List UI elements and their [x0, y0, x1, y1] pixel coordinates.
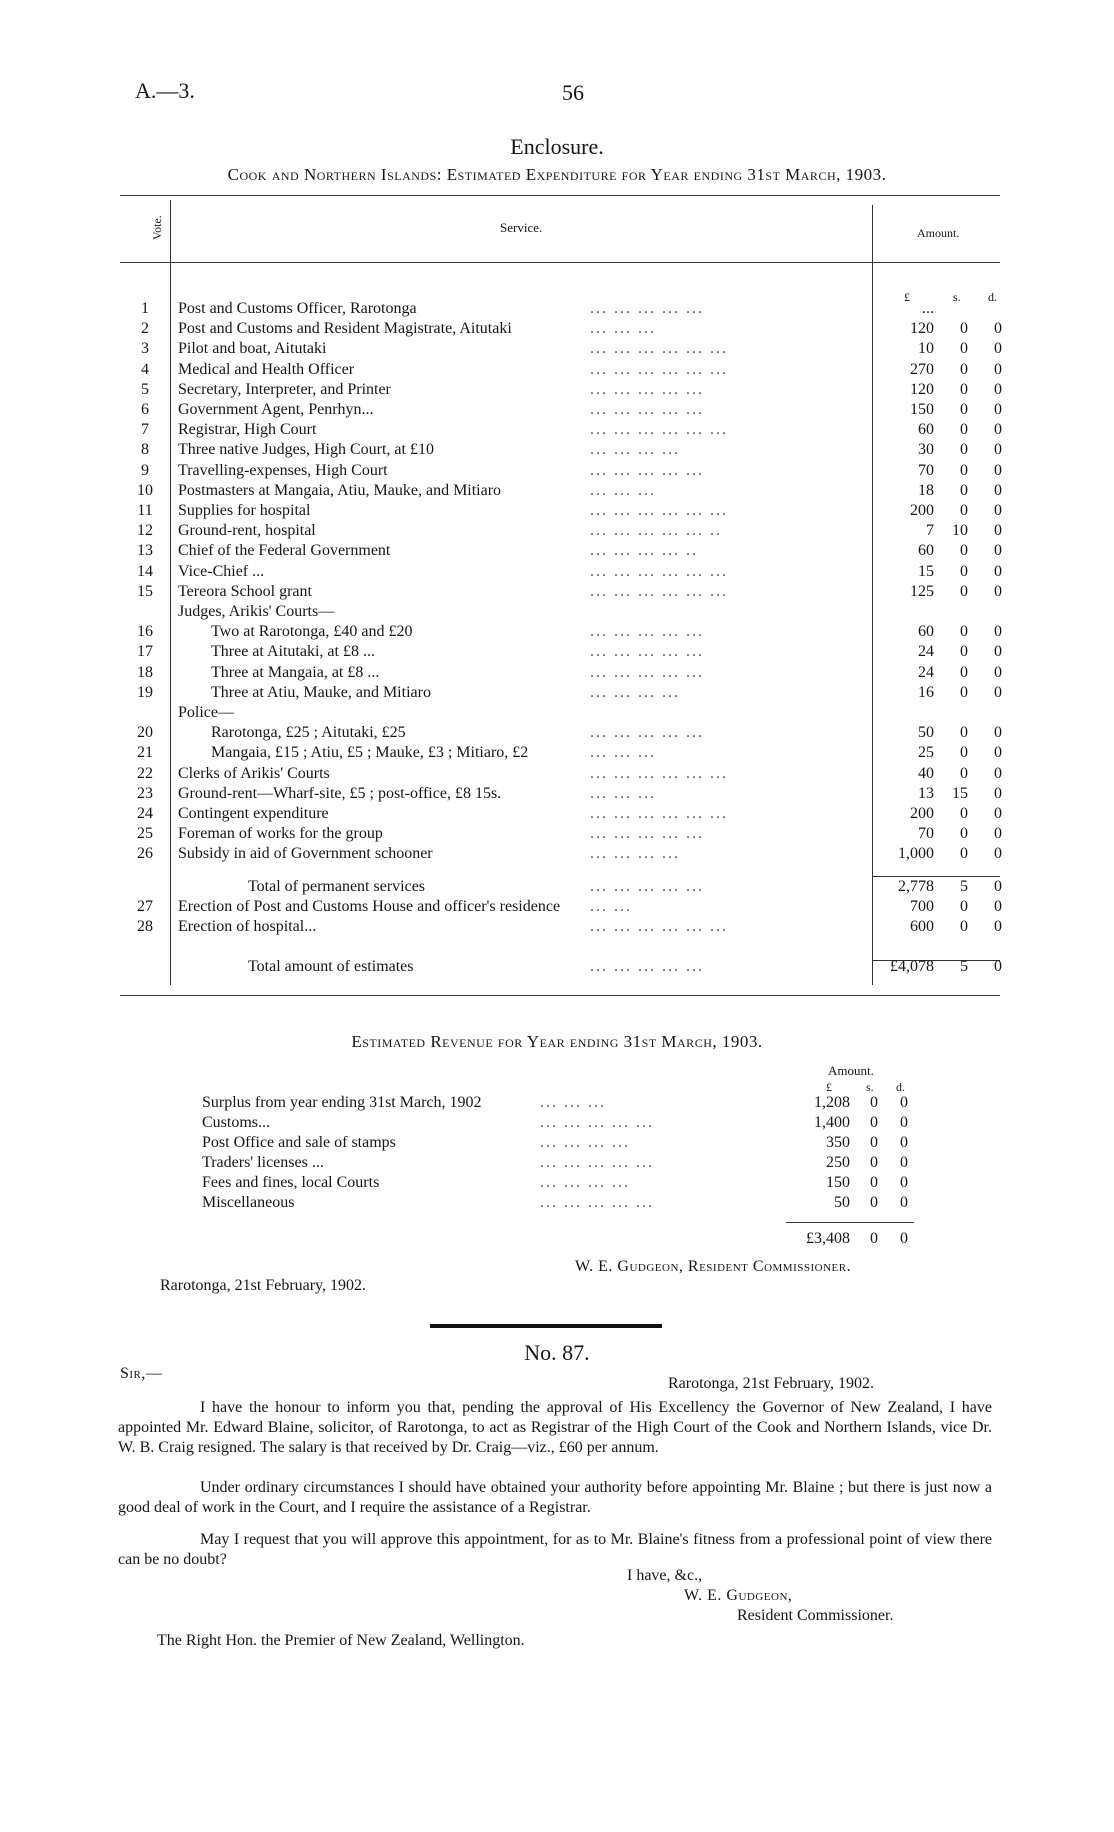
vote-number: 3 — [141, 340, 149, 358]
amount-pounds: 700 — [910, 897, 934, 915]
amount-pounds: 40 — [918, 764, 934, 782]
amount-pence: 0 — [994, 805, 1002, 822]
service-label: Clerks of Arikis' Courts — [178, 764, 330, 782]
revenue-shillings-header: s. — [866, 1080, 874, 1094]
service-label: Postmasters at Mangaia, Atiu, Mauke, and Mitiaro — [178, 481, 502, 499]
leader-dots: ... ... ... ... ... — [590, 958, 704, 976]
service-label: Tereora School grant — [178, 582, 312, 600]
amount-pence: 0 — [994, 918, 1002, 935]
leader-dots: ... ... ... ... — [540, 1134, 630, 1151]
table-top-rule — [120, 195, 1000, 196]
service-label: Judges, Arikis' Courts— — [178, 603, 335, 620]
leader-dots: ... ... ... ... — [590, 845, 680, 863]
service-label: Two at Rarotonga, £40 and £20 — [211, 623, 413, 641]
amount-pounds: 120 — [910, 320, 934, 338]
revenue-total-pence: 0 — [900, 1230, 908, 1247]
leader-dots: ... ... ... ... ... — [590, 663, 704, 681]
table-row — [0, 542, 1114, 562]
table-header-rule — [120, 262, 1000, 263]
revenue-label: Customs... — [202, 1114, 271, 1131]
amount-pounds: 120 — [910, 380, 934, 398]
leader-dots: ... ... ... ... ... ... — [590, 340, 728, 358]
revenue-row — [0, 1194, 1114, 1214]
leader-dots: ... ... ... ... ... ... — [590, 562, 728, 580]
service-label: Post and Customs Officer, Rarotonga — [178, 300, 417, 317]
vote-number: 19 — [137, 683, 153, 701]
amount-pence: 0 — [994, 724, 1002, 742]
service-label: Police— — [178, 704, 234, 721]
amount-pounds: 50 — [834, 1194, 850, 1211]
revenue-total-rule — [786, 1222, 914, 1223]
amount-shillings: 0 — [870, 1134, 878, 1151]
vote-number: 15 — [137, 582, 153, 600]
amount-pounds: 10 — [918, 340, 934, 358]
service-label: Foreman of works for the group — [178, 825, 383, 843]
enclosure-place-date: Rarotonga, 21st February, 1902. — [160, 1277, 367, 1294]
amount-shillings: 0 — [960, 340, 968, 358]
revenue-total-shillings: 0 — [870, 1230, 878, 1247]
amount-pence: 0 — [900, 1194, 908, 1211]
revenue-label: Miscellaneous — [202, 1194, 295, 1211]
amount-pounds: 70 — [918, 461, 934, 479]
table-row — [0, 563, 1114, 583]
revenue-row — [0, 1174, 1114, 1194]
leader-dots: ... ... ... ... — [540, 1174, 630, 1191]
amount-shillings: 0 — [960, 918, 968, 935]
service-label: Mangaia, £15 ; Atiu, £5 ; Mauke, £3 ; Mitiaro, £2 — [211, 744, 529, 762]
vote-number: 28 — [137, 918, 153, 935]
vote-number: 14 — [137, 562, 153, 580]
amount-pence: 0 — [994, 421, 1002, 439]
table-row — [0, 441, 1114, 461]
table-row — [0, 300, 1114, 320]
service-label: Chief of the Federal Government — [178, 542, 391, 560]
amount-pence: 0 — [900, 1134, 908, 1151]
vote-number: 26 — [137, 845, 153, 863]
table-row — [0, 643, 1114, 663]
amount-pence: 0 — [994, 502, 1002, 519]
amount-pounds: 15 — [918, 562, 934, 580]
letter-paragraph-1: I have the honour to inform you that, pending the approval of His Excellency the Governor of New Zealand, I have appointed Mr. Edward Blaine, solicitor, of Rarotonga, to act as Registrar of the High Court of the Cook and Northern Islands, vice Dr. W. B. Craig resigned. The salary is that received by Dr. Craig—viz., £60 per annum. — [118, 1399, 992, 1456]
leader-dots: ... ... ... ... ... — [540, 1114, 654, 1131]
amount-shillings: 0 — [960, 744, 968, 762]
table-row — [0, 898, 1114, 918]
amount-shillings: 0 — [960, 320, 968, 338]
service-label: Total amount of estimates — [248, 958, 414, 976]
amount-pence: 0 — [994, 877, 1002, 895]
revenue-row — [0, 1114, 1114, 1134]
section-divider — [430, 1324, 662, 1328]
table-row — [0, 340, 1114, 360]
amount-pence: 0 — [994, 958, 1002, 976]
amount-pounds: 200 — [910, 805, 934, 822]
amount-pounds: 60 — [918, 623, 934, 641]
letter-addressee: The Right Hon. the Premier of New Zealand, Wellington. — [157, 1632, 525, 1649]
amount-pounds: 350 — [826, 1134, 850, 1151]
service-label: Government Agent, Penrhyn... — [178, 401, 374, 418]
amount-shillings: 0 — [960, 663, 968, 681]
amount-pence: 0 — [994, 360, 1002, 378]
revenue-pence-header: d. — [896, 1080, 905, 1094]
revenue-total-pounds: £3,408 — [806, 1230, 850, 1247]
amount-shillings: 5 — [960, 877, 968, 895]
service-label: Three at Aitutaki, at £8 ... — [211, 643, 375, 661]
shillings-header: s. — [953, 290, 961, 304]
table-row — [0, 765, 1114, 785]
amount-pounds: 24 — [918, 663, 934, 681]
table-row — [0, 805, 1114, 825]
amount-pounds: 7 — [926, 522, 934, 540]
letter-dateline: Rarotonga, 21st February, 1902. — [668, 1375, 875, 1392]
service-label: Erection of Post and Customs House and officer's residence — [178, 897, 561, 915]
page-title: Enclosure. — [510, 134, 604, 159]
service-label: Secretary, Interpreter, and Printer — [178, 380, 391, 398]
amount-shillings: 10 — [952, 522, 968, 540]
service-label: Ground-rent, hospital — [178, 522, 316, 540]
amount-pounds: 70 — [918, 825, 934, 843]
amount-shillings: 0 — [960, 805, 968, 822]
service-label: Subsidy in aid of Government schooner — [178, 845, 433, 863]
amount-pence: 0 — [994, 542, 1002, 560]
amount-pounds: 25 — [918, 744, 934, 762]
revenue-label: Surplus from year ending 31st March, 1902 — [202, 1094, 482, 1111]
amount-pence: 0 — [900, 1154, 908, 1171]
revenue-pounds-header: £ — [826, 1080, 832, 1094]
table-row — [0, 502, 1114, 522]
vote-number: 17 — [137, 643, 153, 661]
table-row — [0, 401, 1114, 421]
amount-pounds: ... — [922, 300, 934, 317]
letter-signer: W. E. Gudgeon, — [684, 1587, 793, 1604]
revenue-row — [0, 1134, 1114, 1154]
leader-dots: ... ... ... ... ... ... — [590, 360, 728, 378]
amount-shillings: 0 — [960, 542, 968, 560]
amount-pence: 0 — [900, 1114, 908, 1131]
table-row — [0, 462, 1114, 482]
leader-dots: ... ... ... ... ... — [590, 643, 704, 661]
vote-number: 6 — [141, 401, 149, 418]
vote-number: 11 — [137, 502, 153, 519]
amount-pence: 0 — [994, 401, 1002, 418]
amount-pounds: 200 — [910, 502, 934, 519]
amount-shillings: 0 — [870, 1094, 878, 1111]
total-estimates-row — [0, 958, 1114, 978]
leader-dots: ... ... ... ... — [590, 441, 680, 459]
total-permanent-row — [0, 878, 1114, 898]
amount-pence: 0 — [994, 481, 1002, 499]
amount-shillings: 0 — [960, 461, 968, 479]
amount-pounds: £4,078 — [890, 958, 934, 976]
leader-dots: ... ... ... — [540, 1094, 606, 1111]
leader-dots: ... ... ... ... ... — [590, 877, 704, 895]
vote-number: 2 — [141, 320, 149, 338]
amount-pence: 0 — [994, 845, 1002, 863]
amount-shillings: 0 — [960, 401, 968, 418]
revenue-total-row — [0, 1230, 1114, 1250]
table-row — [0, 421, 1114, 441]
table-row — [0, 522, 1114, 542]
leader-dots: ... ... ... ... ... — [590, 380, 704, 398]
table-row — [0, 684, 1114, 704]
amount-pence: 0 — [900, 1174, 908, 1191]
service-label: Post and Customs and Resident Magistrate, Aitutaki — [178, 320, 512, 338]
revenue-label: Fees and fines, local Courts — [202, 1174, 380, 1191]
table-row — [0, 603, 1114, 623]
amount-pence: 0 — [994, 825, 1002, 843]
table-row — [0, 381, 1114, 401]
revenue-amount-header: Amount. — [828, 1063, 874, 1078]
amount-pounds: 150 — [910, 401, 934, 418]
leader-dots: ... ... ... ... ... .. — [590, 522, 722, 540]
letter-salutation: Sir,— — [120, 1365, 163, 1382]
vote-number: 13 — [137, 542, 153, 560]
service-label: Erection of hospital... — [178, 918, 317, 935]
amount-shillings: 0 — [960, 481, 968, 499]
service-label: Rarotonga, £25 ; Aitutaki, £25 — [211, 724, 406, 742]
vote-number: 24 — [137, 805, 153, 822]
service-label: Medical and Health Officer — [178, 360, 355, 378]
amount-shillings: 0 — [960, 421, 968, 439]
table-row — [0, 744, 1114, 764]
amount-shillings: 0 — [960, 845, 968, 863]
vote-number: 8 — [141, 441, 149, 459]
letter-signer-title: Resident Commissioner. — [737, 1607, 894, 1624]
revenue-row — [0, 1094, 1114, 1114]
revenue-title: Estimated Revenue for Year ending 31st March, 1903. — [351, 1032, 763, 1051]
service-label: Three at Mangaia, at £8 ... — [211, 663, 380, 681]
letter-number: No. 87. — [524, 1340, 590, 1365]
amount-shillings: 0 — [870, 1154, 878, 1171]
service-label: Ground-rent—Wharf-site, £5 ; post-office, £8 15s. — [178, 784, 502, 802]
amount-shillings: 0 — [960, 380, 968, 398]
service-label: Registrar, High Court — [178, 421, 317, 439]
vote-number: 18 — [137, 663, 153, 681]
leader-dots: ... ... — [590, 897, 632, 915]
amount-shillings: 0 — [960, 360, 968, 378]
revenue-label: Traders' licenses ... — [202, 1154, 324, 1171]
amount-pence: 0 — [994, 623, 1002, 641]
leader-dots: ... ... ... ... ... — [540, 1154, 654, 1171]
amount-shillings: 0 — [870, 1194, 878, 1211]
amount-pounds: 30 — [918, 441, 934, 459]
amount-pence: 0 — [994, 461, 1002, 479]
amount-shillings: 5 — [960, 958, 968, 976]
leader-dots: ... ... ... ... ... ... — [590, 582, 728, 600]
amount-pounds: 60 — [918, 542, 934, 560]
enclosure-signature: W. E. Gudgeon, Resident Commissioner. — [575, 1258, 852, 1275]
leader-dots: ... ... ... ... ... — [590, 300, 704, 317]
amount-pounds: 18 — [918, 481, 934, 499]
table-row — [0, 724, 1114, 744]
table-row — [0, 918, 1114, 938]
leader-dots: ... ... ... ... ... ... — [590, 421, 728, 439]
amount-pounds: 60 — [918, 421, 934, 439]
pence-header: d. — [988, 290, 997, 304]
vote-number: 7 — [141, 421, 149, 439]
vote-number: 9 — [141, 461, 149, 479]
table-row — [0, 664, 1114, 684]
leader-dots: ... ... ... ... ... ... — [590, 918, 728, 935]
vote-number: 22 — [137, 764, 153, 782]
amount-pounds: 24 — [918, 643, 934, 661]
amount-pence: 0 — [994, 441, 1002, 459]
vote-column-header: Vote. — [150, 215, 164, 240]
service-label: Three at Atiu, Mauke, and Mitiaro — [211, 683, 431, 701]
service-label: Pilot and boat, Aitutaki — [178, 340, 327, 358]
leader-dots: ... ... ... ... ... ... — [590, 764, 728, 782]
table-row — [0, 785, 1114, 805]
amount-pounds: 1,208 — [814, 1094, 850, 1111]
letter-paragraph-3: May I request that you will approve this appointment, for as to Mr. Blaine's fitness from a professional point of view there can be no doubt? — [118, 1531, 992, 1568]
amount-shillings: 0 — [960, 897, 968, 915]
leader-dots: ... ... ... — [590, 320, 656, 338]
leader-dots: ... ... ... — [590, 481, 656, 499]
amount-shillings: 0 — [960, 623, 968, 641]
vote-number: 1 — [141, 300, 149, 317]
amount-pounds: 1,400 — [814, 1114, 850, 1131]
leader-dots: ... ... ... — [590, 744, 656, 762]
amount-pence: 0 — [994, 562, 1002, 580]
vote-number: 4 — [141, 360, 149, 378]
leader-dots: ... ... ... ... ... — [540, 1194, 654, 1211]
vote-number: 27 — [137, 897, 153, 915]
amount-pence: 0 — [994, 582, 1002, 600]
vote-number: 20 — [137, 724, 153, 742]
amount-pence: 0 — [994, 683, 1002, 701]
service-label: Total of permanent services — [248, 877, 426, 895]
service-column-header: Service. — [500, 220, 543, 235]
amount-pounds: 1,000 — [898, 845, 934, 863]
amount-pounds: 13 — [918, 784, 934, 802]
letter-paragraph-2: Under ordinary circumstances I should have obtained your authority before appointing Mr. Blaine ; but there is just now a good deal of work in the Court, and I require the assistance of a Registrar. — [118, 1479, 992, 1516]
amount-shillings: 0 — [960, 764, 968, 782]
amount-shillings: 0 — [960, 441, 968, 459]
service-label: Contingent expenditure — [178, 805, 329, 822]
amount-shillings: 0 — [960, 562, 968, 580]
amount-pounds: 16 — [918, 683, 934, 701]
amount-shillings: 0 — [870, 1174, 878, 1191]
vote-number: 5 — [141, 380, 149, 398]
amount-pounds: 50 — [918, 724, 934, 742]
letter-closing: I have, &c., — [627, 1567, 703, 1584]
amount-pence: 0 — [994, 643, 1002, 661]
vote-number: 25 — [137, 825, 153, 843]
amount-pounds: 270 — [910, 360, 934, 378]
leader-dots: ... ... ... ... ... ... — [590, 805, 728, 822]
service-label: Three native Judges, High Court, at £10 — [178, 441, 434, 459]
amount-pence: 0 — [994, 320, 1002, 338]
amount-pence: 0 — [994, 784, 1002, 802]
leader-dots: ... ... ... ... ... — [590, 825, 704, 843]
table-row — [0, 583, 1114, 603]
leader-dots: ... ... ... ... ... — [590, 724, 704, 742]
amount-pence: 0 — [994, 380, 1002, 398]
service-label: Vice-Chief ... — [178, 562, 265, 580]
leader-dots: ... ... ... ... ... ... — [590, 502, 728, 519]
vote-number: 21 — [137, 744, 153, 762]
amount-pence: 0 — [900, 1094, 908, 1111]
leader-dots: ... ... ... ... ... — [590, 461, 704, 479]
amount-pounds: 250 — [826, 1154, 850, 1171]
leader-dots: ... ... ... ... ... — [590, 401, 704, 418]
amount-pence: 0 — [994, 340, 1002, 358]
table-row — [0, 361, 1114, 381]
amount-pounds: 150 — [826, 1174, 850, 1191]
table-row — [0, 623, 1114, 643]
service-label: Supplies for hospital — [178, 502, 311, 519]
leader-dots: ... ... ... ... — [590, 683, 680, 701]
amount-pounds: 2,778 — [898, 877, 934, 895]
amount-shillings: 0 — [960, 502, 968, 519]
page-number: 56 — [562, 80, 584, 105]
table-bottom-rule — [120, 995, 1000, 996]
table-row — [0, 320, 1114, 340]
document-reference: A.—3. — [135, 78, 195, 103]
amount-shillings: 15 — [952, 784, 968, 802]
amount-pence: 0 — [994, 764, 1002, 782]
vote-number: 23 — [137, 784, 153, 802]
vote-number: 10 — [137, 481, 153, 499]
amount-pence: 0 — [994, 522, 1002, 540]
expenditure-subtitle: Cook and Northern Islands: Estimated Expenditure for Year ending 31st March, 1903. — [227, 165, 887, 184]
revenue-row — [0, 1154, 1114, 1174]
amount-pounds: 125 — [910, 582, 934, 600]
amount-pence: 0 — [994, 744, 1002, 762]
table-row — [0, 845, 1114, 865]
leader-dots: ... ... ... ... .. — [590, 542, 698, 560]
amount-shillings: 0 — [960, 683, 968, 701]
leader-dots: ... ... ... ... ... — [590, 623, 704, 641]
amount-pence: 0 — [994, 897, 1002, 915]
pounds-header: £ — [904, 290, 910, 304]
amount-shillings: 0 — [960, 643, 968, 661]
leader-dots: ... ... ... — [590, 784, 656, 802]
amount-shillings: 0 — [960, 582, 968, 600]
amount-shillings: 0 — [960, 724, 968, 742]
service-label: Travelling-expenses, High Court — [178, 461, 388, 479]
amount-shillings: 0 — [870, 1114, 878, 1131]
amount-column-header: Amount. — [917, 226, 960, 240]
vote-number: 12 — [137, 522, 153, 540]
amount-pounds: 600 — [910, 918, 934, 935]
table-row — [0, 482, 1114, 502]
table-row — [0, 825, 1114, 845]
revenue-label: Post Office and sale of stamps — [202, 1134, 396, 1151]
amount-pence: 0 — [994, 663, 1002, 681]
amount-shillings: 0 — [960, 825, 968, 843]
table-row — [0, 704, 1114, 724]
vote-number: 16 — [137, 623, 153, 641]
